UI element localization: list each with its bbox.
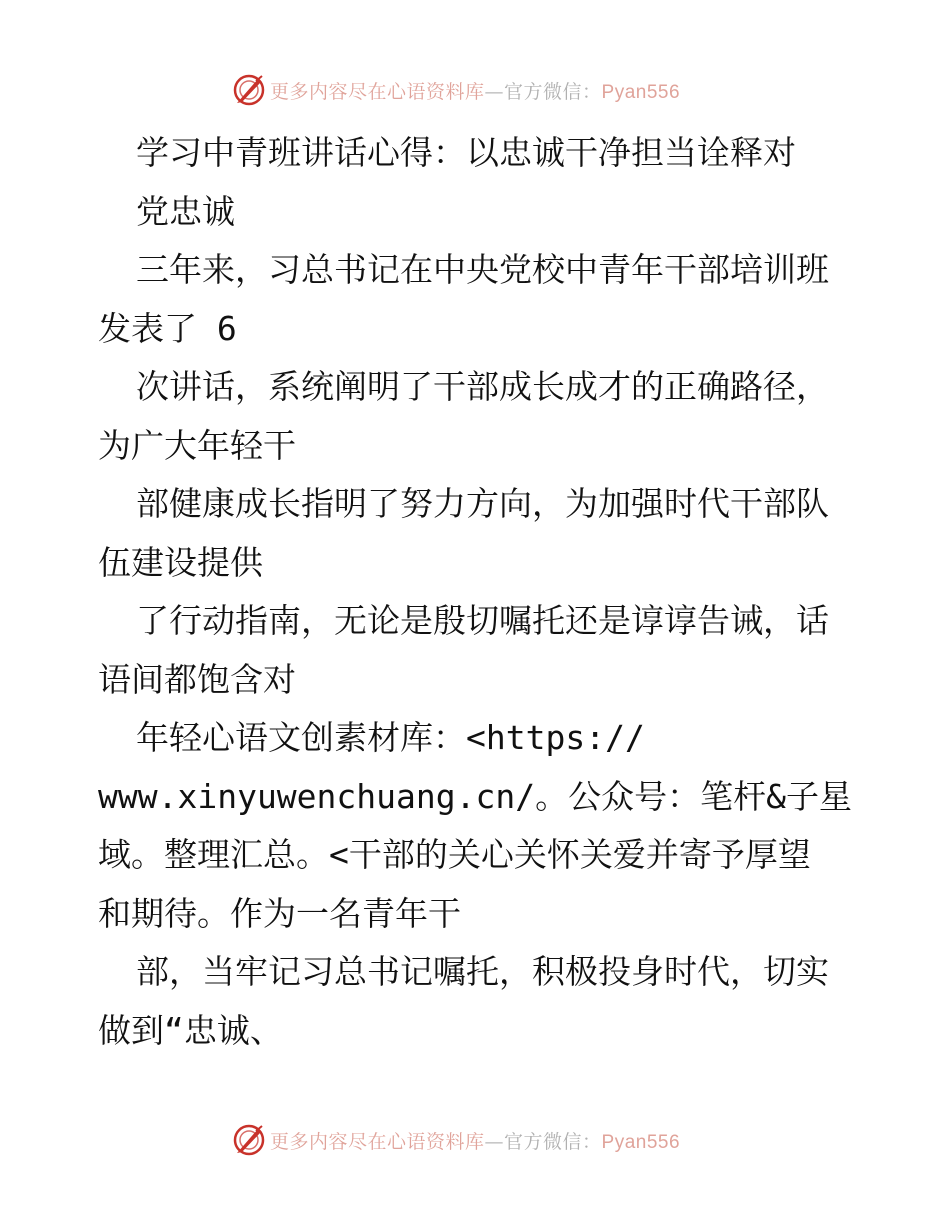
document-body [98,124,868,1060]
text-line: www.xinyuwenchuang.cn/。公众号：笔杆&子星 [98,776,852,816]
text-line: 次讲话，系统阐明了干部成长成才的正确路径， [136,367,829,406]
banner-main-text: 更多内容尽在心语资料库 [270,80,485,103]
text-line: 为广大年轻干 [98,425,296,465]
feather-logo-icon [232,73,266,107]
banner-dash: — [484,1130,505,1153]
text-line: 了行动指南，无论是殷切嘱托还是谆谆告诫，话 [136,601,829,640]
banner-dash: — [484,80,505,103]
banner-wechat-label: 官方微信： [504,1130,602,1153]
banner-main-text: 更多内容尽在心语资料库 [270,1130,485,1153]
text-line: 语间都饱含对 [98,659,296,699]
banner-wechat-id: Pyan556 [601,81,681,103]
text-line: 发表了 6 [98,308,237,348]
text-line: 年轻心语文创素材库：<https:// [136,718,645,757]
text-line: 党忠诚 [136,191,235,231]
banner-wechat-label: 官方微信： [504,80,602,103]
text-line: 三年来，习总书记在中央党校中青年干部培训班 [136,250,829,289]
footer-banner [232,1120,732,1160]
text-line: 部健康成长指明了努力方向，为加强时代干部队 [136,484,829,523]
text-line: 和期待。作为一名青年干 [98,893,461,933]
footer-banner-text [270,1127,680,1154]
text-line: 伍建设提供 [98,542,263,582]
feather-logo-icon [232,1123,266,1157]
text-line: 域。整理汇总。<干部的关心关怀关爱并寄予厚望 [98,835,811,874]
header-banner [232,70,732,110]
banner-wechat-id: Pyan556 [601,1131,681,1153]
text-line: 做到“忠诚、 [98,1010,283,1050]
text-line: 部，当牢记习总书记嘱托，积极投身时代，切实 [136,952,829,991]
header-banner-text [270,77,680,104]
text-line: 学习中青班讲话心得：以忠诚干净担当诠释对 [136,133,796,172]
